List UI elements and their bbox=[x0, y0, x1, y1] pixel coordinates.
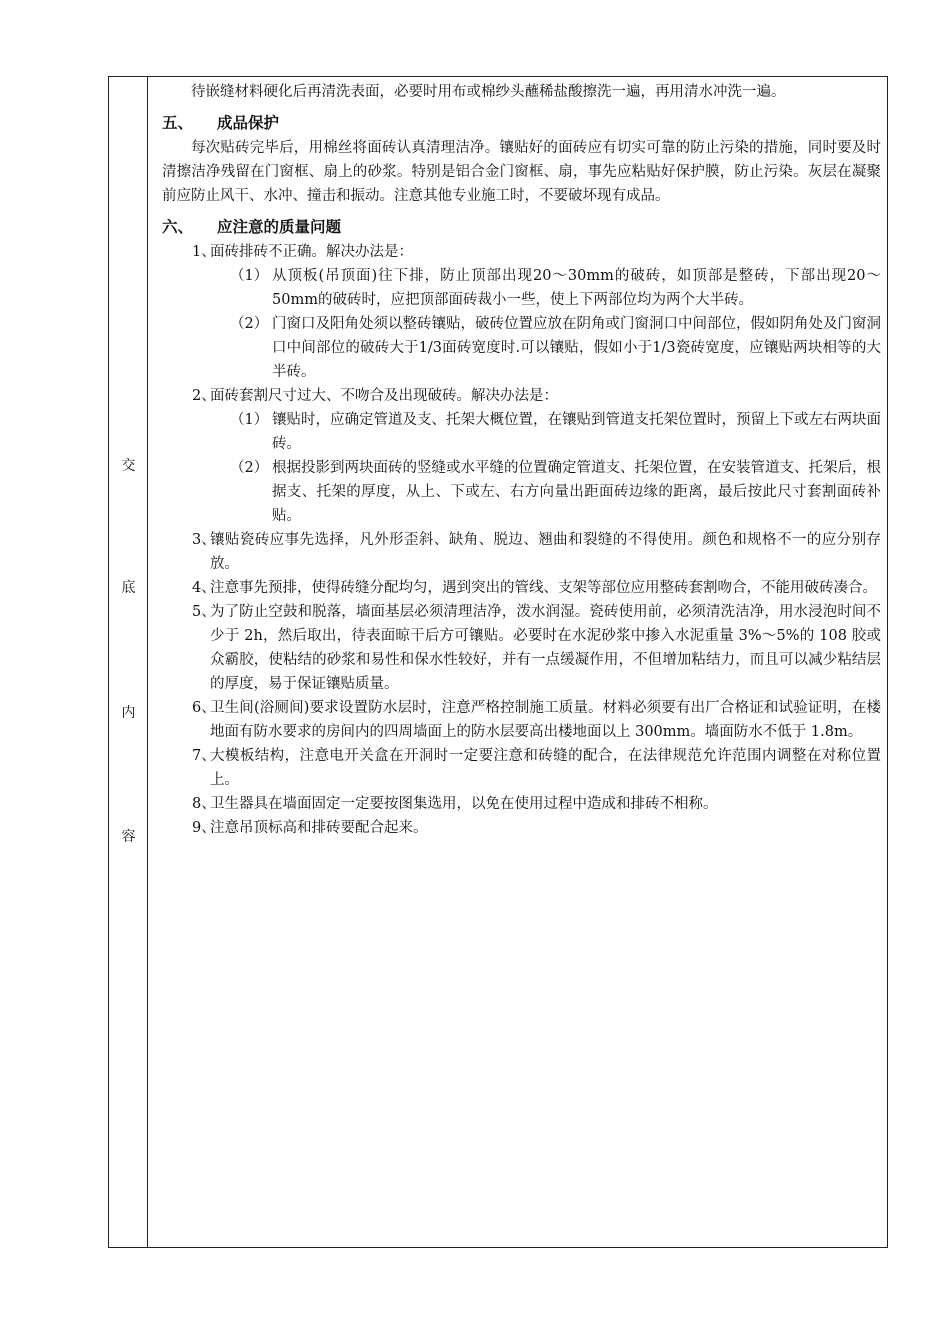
list-item bbox=[162, 528, 881, 576]
sub-item-text: 根据投影到两块面砖的竖缝或水平缝的位置确定管道支、托架位置，在安装管道支、托架后，根据支、托架的厚度，从上、下或左、右方向量出距面砖边缘的距离，最后按此尺寸套割面砖补贴。 bbox=[272, 460, 881, 524]
list-item bbox=[162, 576, 881, 600]
sub-item bbox=[162, 456, 881, 528]
disclosure-table bbox=[108, 76, 888, 1248]
list-item-text: 卫生间(浴厕间)要求设置防水层时，注意严格控制施工质量。材料必须要有出厂合格证和试验证明，在楼地面有防水要求的房间内的四周墙面上的防水层要高出楼地面以上 300mm。墙面防水不低于 1.8m。 bbox=[210, 700, 881, 740]
intro-paragraph: 待嵌缝材料硬化后再清洗表面，必要时用布或棉纱头蘸稀盐酸擦洗一遍，再用清水冲洗一遍。 bbox=[191, 84, 786, 100]
quality-issue-list bbox=[162, 240, 881, 840]
list-item bbox=[162, 816, 881, 840]
list-item-text: 面砖排砖不正确。解决办法是： bbox=[210, 244, 413, 260]
list-item bbox=[162, 600, 881, 696]
list-item-number: 7、 bbox=[192, 748, 216, 764]
list-item-number: 5、 bbox=[192, 604, 216, 620]
list-item-text: 面砖套割尺寸过大、不吻合及出现破砖。解决办法是： bbox=[210, 388, 558, 404]
section-5-title: 成品保护 bbox=[217, 114, 280, 132]
side-label-char: 交 bbox=[121, 458, 136, 474]
side-label-char: 容 bbox=[121, 829, 136, 845]
sub-item-number: （2） bbox=[230, 316, 269, 332]
list-item-number: 2、 bbox=[192, 388, 216, 404]
side-label-char: 底 bbox=[121, 580, 136, 596]
list-item-text: 注意吊顶标高和排砖要配合起来。 bbox=[210, 820, 428, 836]
list-item-text: 大模板结构，注意电开关盒在开洞时一定要注意和砖缝的配合，在法律规范允许范围内调整在对称位置上。 bbox=[210, 748, 881, 788]
section-6-number: 六、 bbox=[162, 218, 194, 236]
list-item-number: 8、 bbox=[192, 796, 216, 812]
list-item-text: 卫生器具在墙面固定一定要按图集选用，以免在使用过程中造成和排砖不相称。 bbox=[210, 796, 718, 812]
sub-item bbox=[162, 264, 881, 312]
list-item-number: 3、 bbox=[192, 532, 216, 548]
sub-item-number: （1） bbox=[230, 412, 269, 428]
side-label-char: 内 bbox=[121, 705, 136, 721]
list-item-number: 4、 bbox=[192, 580, 216, 596]
list-item-text: 镶贴瓷砖应事先选择，凡外形歪斜、缺角、脱边、翘曲和裂缝的不得使用。颜色和规格不一的应分别存放。 bbox=[210, 532, 881, 572]
section-6-title: 应注意的质量问题 bbox=[217, 218, 342, 236]
list-item bbox=[162, 240, 881, 264]
list-item bbox=[162, 696, 881, 744]
list-item-text: 为了防止空鼓和脱落，墙面基层必须清理洁净，泼水润湿。瓷砖使用前，必须清洗洁净，用水浸泡时间不少于 2h，然后取出，待表面晾干后方可镶贴。必要时在水泥砂浆中掺入水泥重量 3%～5%的 108 胶或众霸胶，使粘结的砂浆和易性和保水性较好，并有一点缓凝作用，不但增加粘结力，而且可以减少粘结层的厚度，易于保证镶贴质量。 bbox=[210, 604, 881, 692]
sub-item bbox=[162, 312, 881, 384]
list-item bbox=[162, 384, 881, 408]
list-item-text: 注意事先预排，使得砖缝分配均匀，遇到突出的管线、支架等部位应用整砖套割吻合，不能用破砖凑合。 bbox=[210, 580, 877, 596]
list-item bbox=[162, 744, 881, 792]
sub-item-text: 镶贴时，应确定管道及支、托架大概位置，在镶贴到管道支托架位置时，预留上下或左右两块面砖。 bbox=[272, 412, 881, 452]
section-5-heading bbox=[162, 110, 881, 136]
list-item-number: 1、 bbox=[192, 244, 216, 260]
content-cell bbox=[148, 77, 887, 1247]
list-item-number: 6、 bbox=[192, 700, 216, 716]
list-item bbox=[162, 792, 881, 816]
section-6-heading bbox=[162, 214, 881, 240]
sub-item-text: 门窗口及阳角处须以整砖镶贴，破砖位置应放在阴角或门窗洞口中间部位，假如阴角处及门窗洞口中间部位的破砖大于1/3面砖宽度时.可以镶贴，假如小于1/3瓷砖宽度，应镶贴两块相等的大半砖。 bbox=[272, 316, 881, 380]
sub-item-number: （1） bbox=[230, 268, 269, 284]
sub-item bbox=[162, 408, 881, 456]
side-label-column bbox=[109, 77, 148, 1247]
sub-item-number: （2） bbox=[230, 460, 269, 476]
section-5-body: 每次贴砖完毕后，用棉丝将面砖认真清理洁净。镶贴好的面砖应有切实可靠的防止污染的措施，同时要及时清擦洁净残留在门窗框、扇上的砂浆。特别是铝合金门窗框、扇，事先应粘贴好保护膜，防止污染。灰层在凝聚前应防止风干、水冲、撞击和振动。注意其他专业施工时，不要破坏现有成品。 bbox=[162, 140, 881, 204]
sub-item-text: 从顶板(吊顶面)往下排，防止顶部出现20～30mm的破砖，如顶部是整砖，下部出现20～50mm的破砖时，应把顶部面砖裁小一些，使上下两部位均为两个大半砖。 bbox=[272, 268, 881, 308]
list-item-number: 9、 bbox=[192, 820, 216, 836]
section-5-number: 五、 bbox=[162, 114, 194, 132]
